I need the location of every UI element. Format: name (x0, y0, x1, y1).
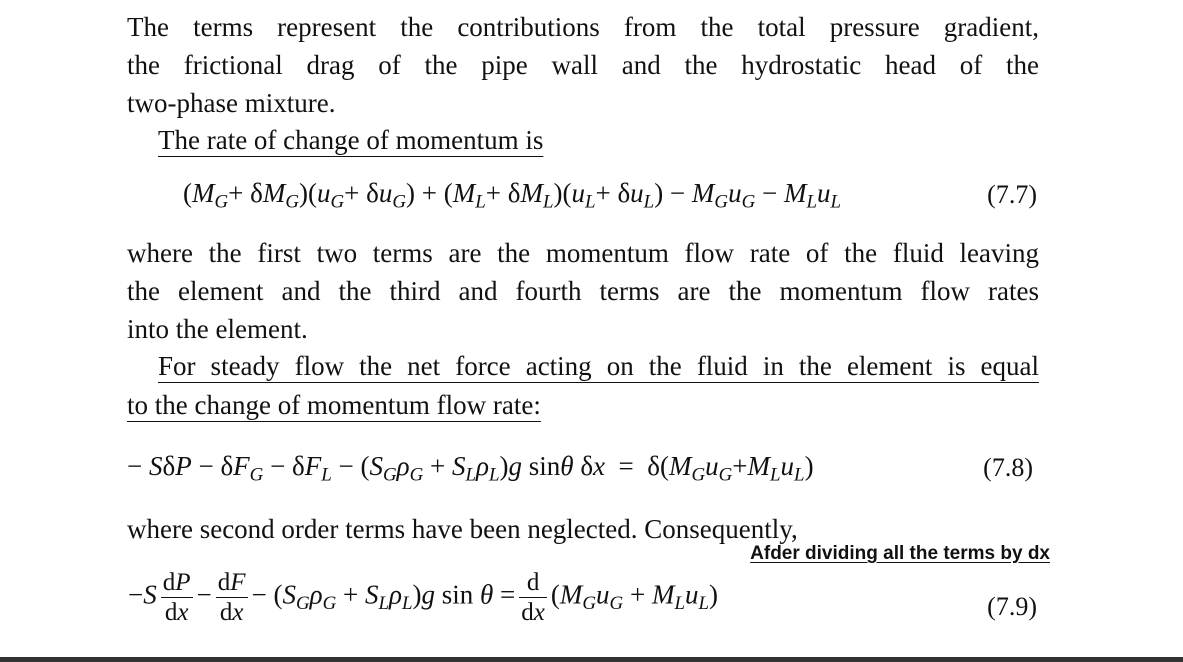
equation-7-8-number: (7.8) (983, 453, 1033, 482)
equation-7-7-number: (7.7) (987, 180, 1037, 209)
equation-7-9-number: (7.9) (987, 592, 1037, 621)
equation-7-7: $(M_G+ \delta M_G)(u_G+ \delta u_G) + (M_L+ \delta M_L)(u_L+ \delta u_L) - M_Gu_G - M_Lu_L$ (183, 178, 841, 213)
paragraph2-line1: The rate of change of momentum is (158, 125, 544, 155)
paragraph4-line2: to the change of momentum flow rate: (127, 390, 541, 420)
equation-7-8: − $S\delta P - \delta F_G - \delta F_L - (S_G\rho_G + S_L\rho_L)g$ sinθ $\delta x = \delta(M_Gu_G+M_Lu_L)$ (127, 451, 814, 486)
bottom-border (0, 657, 1183, 662)
handwritten-annotation: Afder dividing all the terms by dx (750, 543, 1050, 564)
paragraph3-line3: into the element. (127, 314, 308, 344)
paragraph4-line1: For steady flow the net force acting on the fluid in the element is equal (158, 351, 1039, 381)
equation-7-9: −S $\frac{dP}{dx}$ − $\frac{dF}{dx}$ − $(S_G\rho_G + S_L\rho_L)g$ sin θ = $\frac{d}{dx}$ $(M_Gu_G + M_Lu_L)$ (128, 569, 718, 626)
paragraph3-line2: the element and the third and fourth terms are the momentum flow rates (127, 276, 1039, 306)
paragraph1-line2: the frictional drag of the pipe wall and the hydrostatic head of the (127, 50, 1039, 80)
paragraph3-line1: where the first two terms are the momentum flow rate of the fluid leaving (127, 238, 1039, 268)
paragraph1-line1: The terms represent the contributions from the total pressure gradient, (127, 12, 1039, 42)
paragraph1-line3: two-phase mixture. (127, 88, 336, 118)
paragraph5-line1: where second order terms have been neglected. Consequently, (127, 514, 798, 544)
